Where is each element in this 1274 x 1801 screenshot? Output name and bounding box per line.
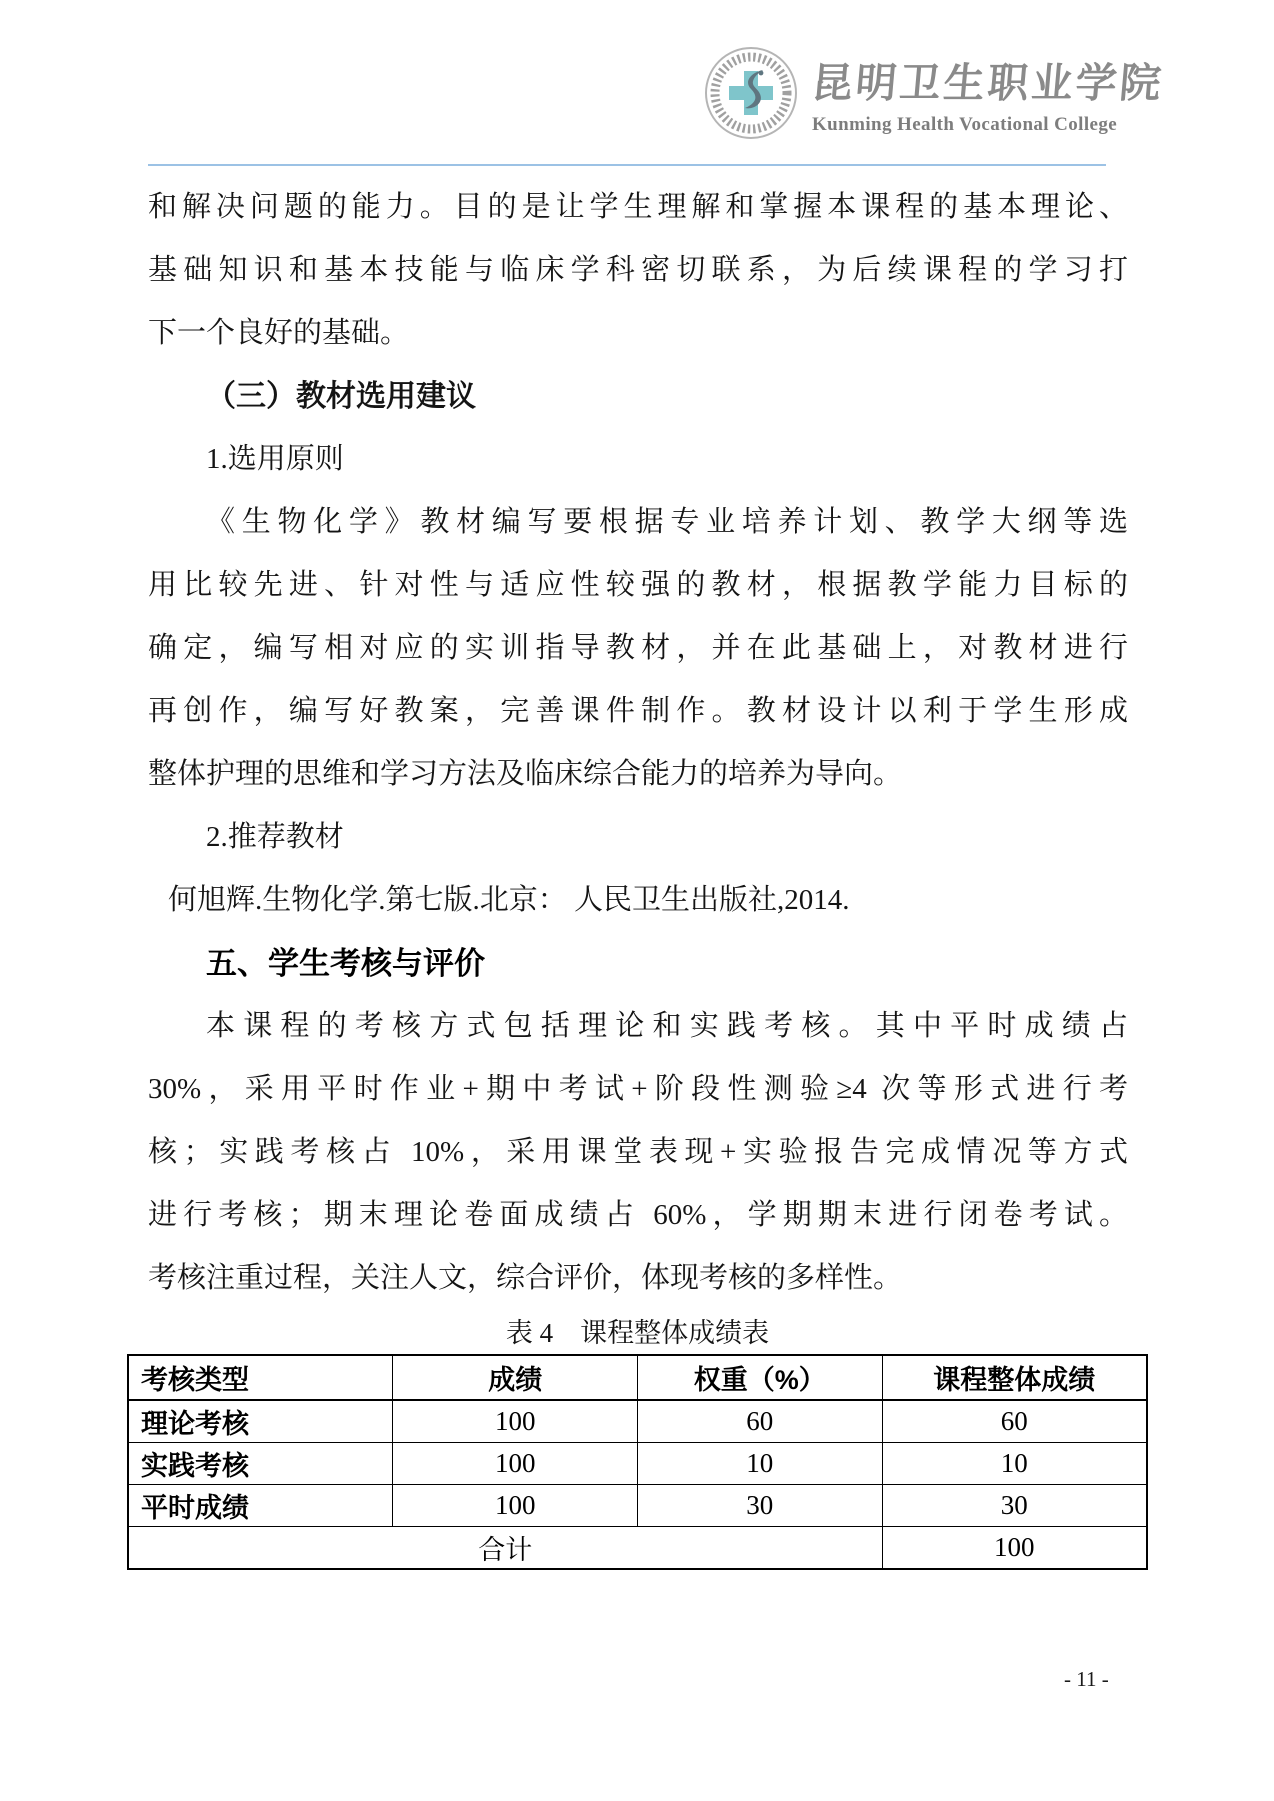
text-line: 30%，采用平时作业+期中考试+阶段性测验≥4 次等形式进行考 bbox=[148, 1073, 1128, 1105]
weight-cell: 60 bbox=[637, 1400, 882, 1443]
table-header-cell: 成绩 bbox=[393, 1355, 638, 1400]
grade-table-foot bbox=[128, 1527, 1147, 1570]
text-blocks bbox=[148, 176, 1128, 1310]
text-line: 本课程的考核方式包括理论和实践考核。其中平时成绩占 bbox=[206, 1010, 1128, 1042]
table-header-row bbox=[128, 1355, 1147, 1400]
table-header-cell: 课程整体成绩 bbox=[882, 1355, 1147, 1400]
paragraph bbox=[148, 869, 1128, 932]
table-caption: 表 4 课程整体成绩表 bbox=[505, 1318, 770, 1348]
score-cell: 100 bbox=[393, 1400, 638, 1443]
college-seal-icon bbox=[704, 46, 798, 140]
score-cell: 100 bbox=[393, 1485, 638, 1527]
text-line: 考核注重过程，关注人文，综合评价，体现考核的多样性。 bbox=[148, 1262, 903, 1294]
grade-table bbox=[127, 1354, 1148, 1570]
overall-cell: 10 bbox=[882, 1443, 1147, 1485]
overall-cell: 60 bbox=[882, 1400, 1147, 1443]
text-line: 用比较先进、针对性与适应性较强的教材，根据教学能力目标的 bbox=[148, 569, 1128, 601]
paragraph bbox=[148, 428, 1128, 491]
table-row bbox=[128, 1443, 1147, 1485]
section-heading bbox=[148, 932, 1128, 995]
text-line: 确定，编写相对应的实训指导教材，并在此基础上，对教材进行 bbox=[148, 632, 1128, 664]
row-label-cell: 实践考核 bbox=[128, 1443, 393, 1485]
text-line: 进行考核；期末理论卷面成绩占 60%，学期期末进行闭卷考试。 bbox=[148, 1199, 1128, 1231]
text-line: 五、学生考核与评价 bbox=[206, 946, 485, 981]
paragraph bbox=[148, 995, 1128, 1310]
document-body bbox=[141, 176, 1128, 1570]
paragraph bbox=[148, 806, 1128, 869]
college-names bbox=[809, 50, 1166, 136]
text-line: 再创作，编写好教案，完善课件制作。教材设计以利于学生形成 bbox=[148, 695, 1128, 727]
total-value-cell: 100 bbox=[882, 1527, 1147, 1570]
text-line: 《生物化学》教材编写要根据专业培养计划、教学大纲等选 bbox=[206, 506, 1128, 538]
paragraph bbox=[148, 491, 1128, 806]
header-divider bbox=[148, 164, 1106, 166]
college-name-zh: 昆明卫生职业学院 bbox=[809, 60, 1166, 106]
weight-cell: 10 bbox=[637, 1443, 882, 1485]
sub-heading bbox=[148, 365, 1128, 428]
total-label-cell: 合计 bbox=[128, 1527, 882, 1570]
text-line: 整体护理的思维和学习方法及临床综合能力的培养为导向。 bbox=[148, 758, 903, 790]
table-header-cell: 权重（%） bbox=[637, 1355, 882, 1400]
table-row bbox=[128, 1485, 1147, 1527]
table-row bbox=[128, 1400, 1147, 1443]
row-label-cell: 理论考核 bbox=[128, 1400, 393, 1443]
paragraph bbox=[148, 176, 1128, 365]
text-line: 和解决问题的能力。目的是让学生理解和掌握本课程的基本理论、 bbox=[148, 191, 1128, 223]
page-header bbox=[704, 46, 1164, 140]
text-line: 何旭辉.生物化学.第七版.北京： 人民卫生出版社,2014. bbox=[168, 884, 850, 916]
text-line: （三）教材选用建议 bbox=[206, 380, 476, 413]
table-total-row bbox=[128, 1527, 1147, 1570]
college-name-en: Kunming Health Vocational College bbox=[812, 114, 1118, 135]
grade-table-area bbox=[127, 1312, 1148, 1570]
overall-cell: 30 bbox=[882, 1485, 1147, 1527]
grade-table-head bbox=[128, 1355, 1147, 1400]
row-label-cell: 平时成绩 bbox=[128, 1485, 393, 1527]
grade-table-body bbox=[128, 1400, 1147, 1527]
weight-cell: 30 bbox=[637, 1485, 882, 1527]
text-line: 核；实践考核占 10%，采用课堂表现+实验报告完成情况等方式 bbox=[148, 1136, 1128, 1168]
text-line: 下一个良好的基础。 bbox=[148, 317, 410, 349]
text-line: 基础知识和基本技能与临床学科密切联系，为后续课程的学习打 bbox=[148, 254, 1128, 286]
score-cell: 100 bbox=[393, 1443, 638, 1485]
table-header-cell: 考核类型 bbox=[128, 1355, 393, 1400]
text-line: 1.选用原则 bbox=[206, 443, 344, 475]
text-line: 2.推荐教材 bbox=[206, 821, 344, 853]
page-number: - 11 - bbox=[1064, 1667, 1109, 1691]
